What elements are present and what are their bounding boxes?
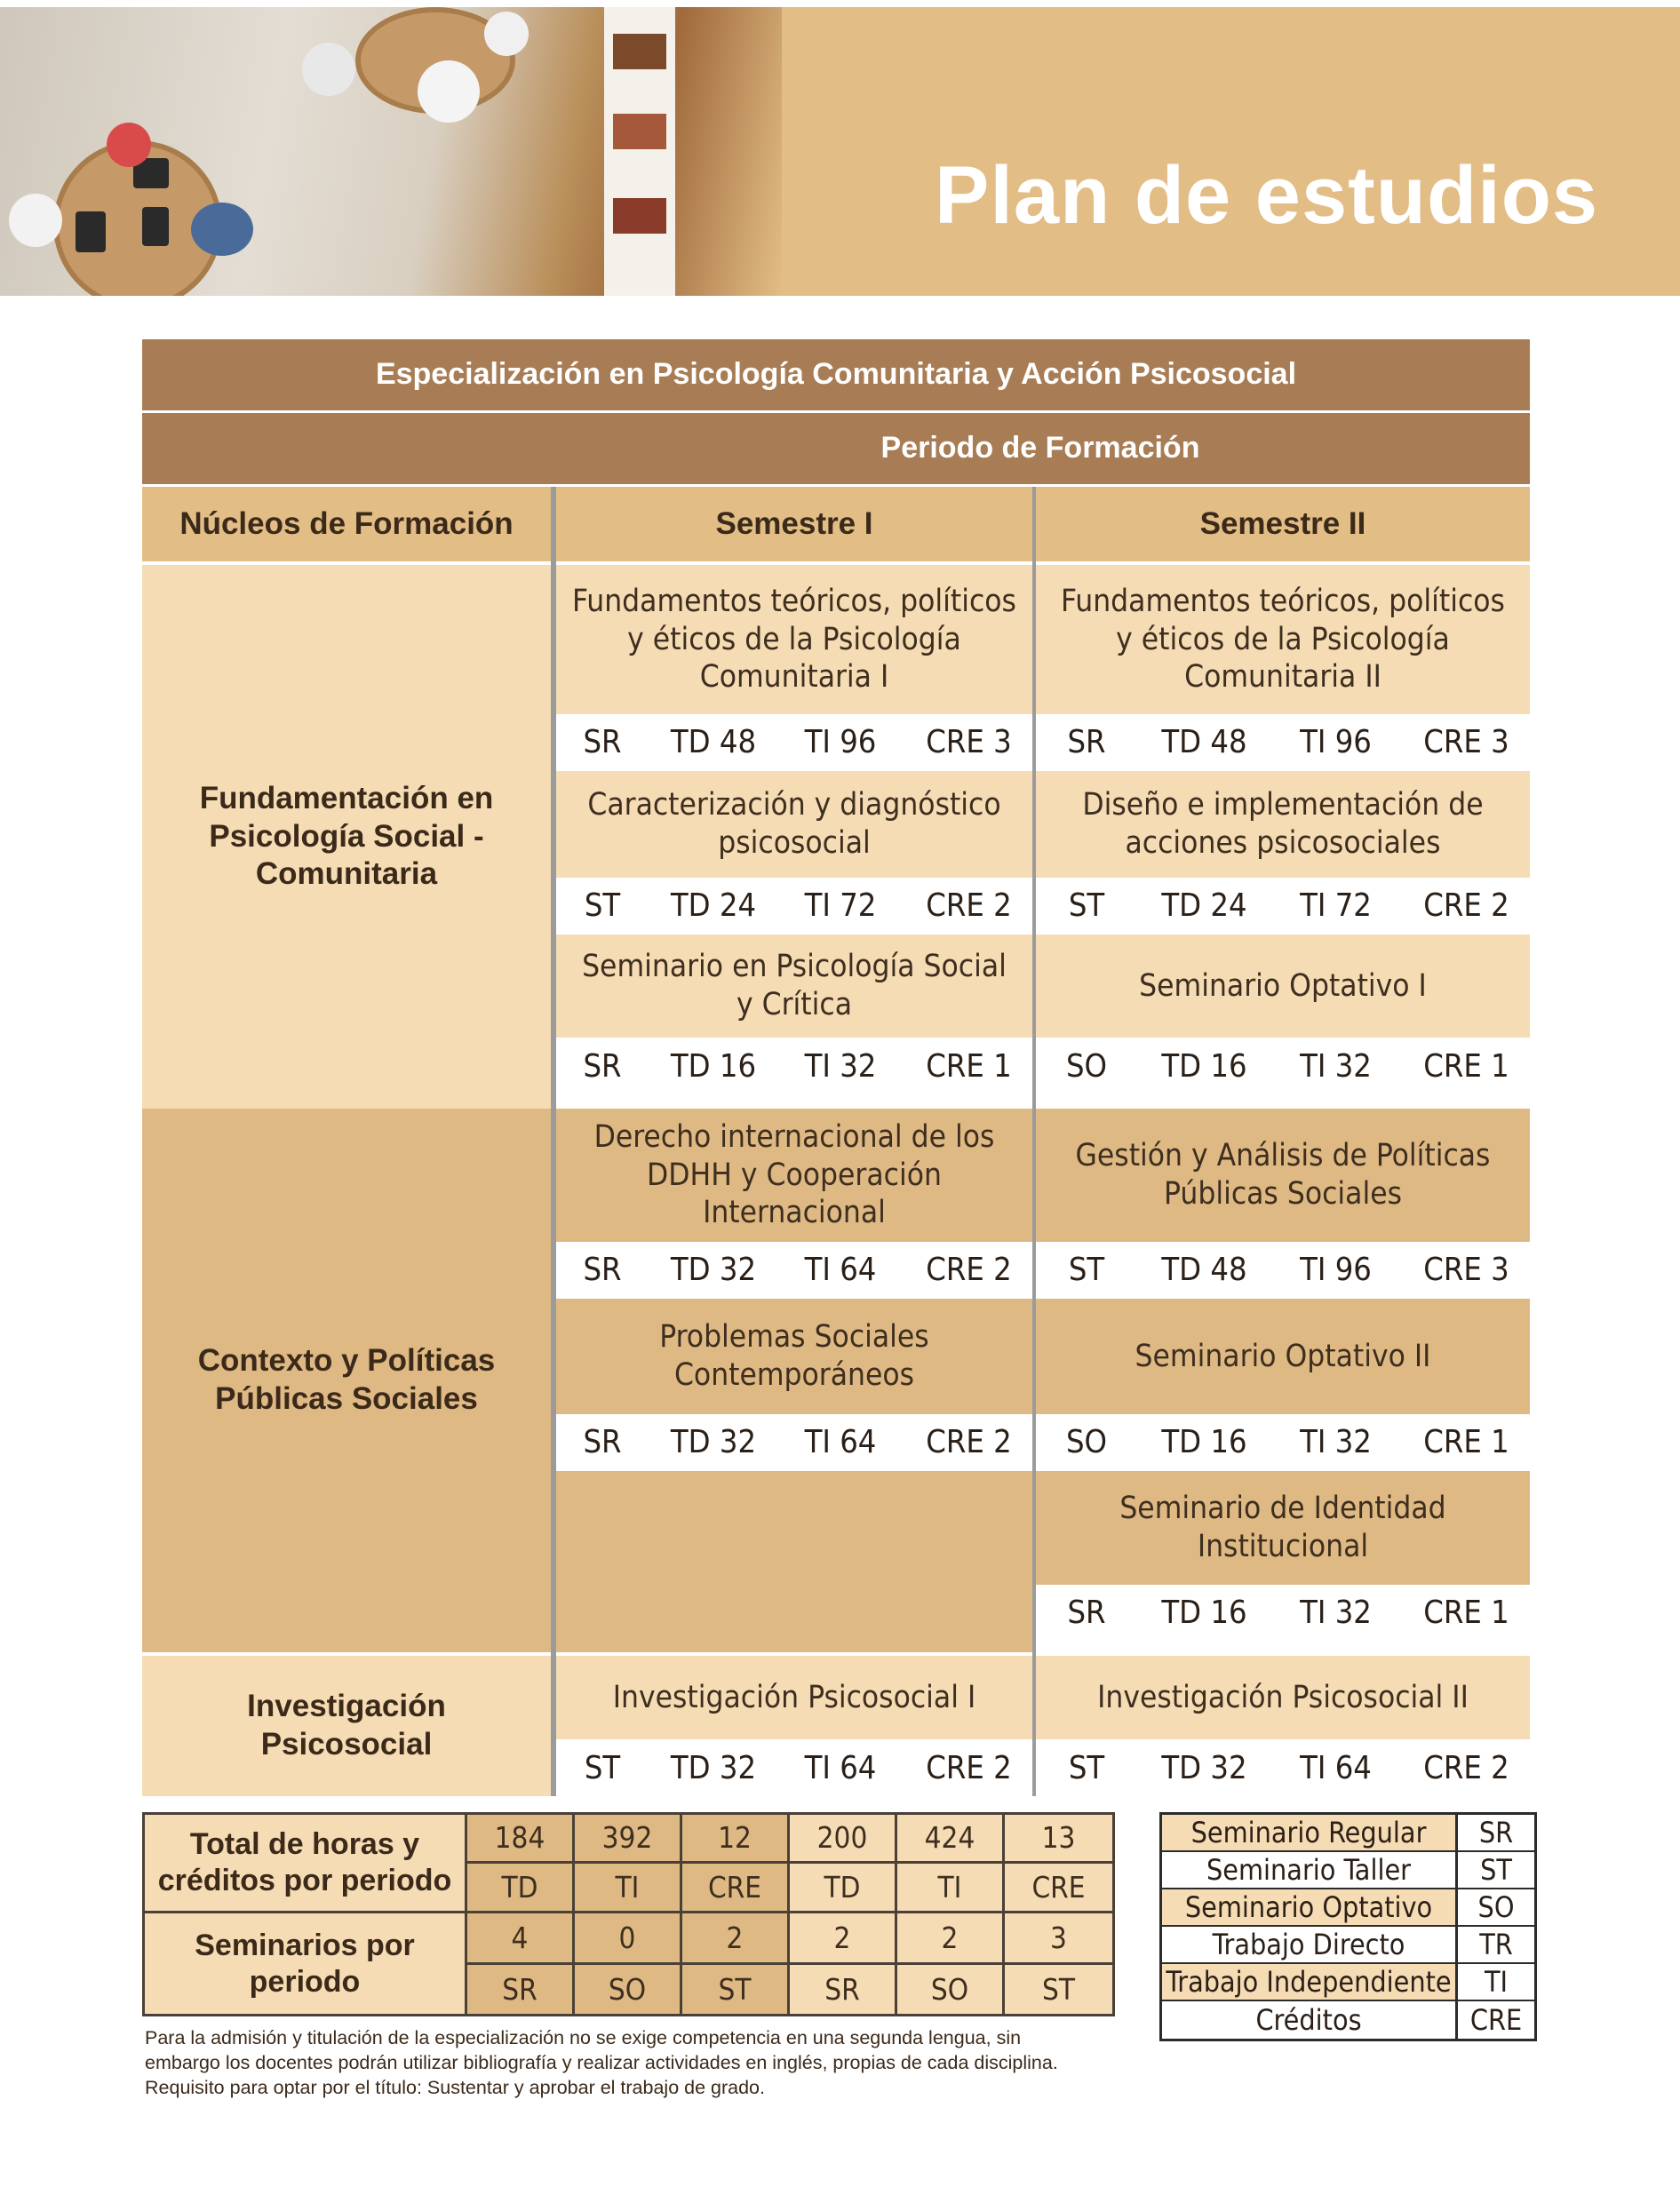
course-s2-7: Investigación Psicosocial II	[1036, 1656, 1530, 1739]
legend-label: Seminario Optativo	[1162, 1889, 1455, 1925]
stat-td: TD 32	[651, 1244, 776, 1297]
footnote	[145, 2025, 1158, 2100]
stat-type: SR	[556, 716, 649, 769]
unit-so: SO	[575, 1965, 680, 2014]
stat-td: TD 16	[651, 1039, 776, 1094]
photo-books-3	[613, 198, 666, 234]
legend-label: Créditos	[1162, 2001, 1455, 2039]
stat-ti: TI 72	[1271, 879, 1400, 933]
legend-code: ST	[1458, 1852, 1534, 1888]
stat-td: TD 16	[1140, 1039, 1269, 1094]
legend-code: CRE	[1458, 2001, 1534, 2039]
photo-person-6	[484, 12, 529, 56]
unit-st: ST	[1005, 1965, 1112, 2014]
stat-ti: TI 96	[778, 716, 903, 769]
course-s2-5: Seminario Optativo II	[1036, 1299, 1530, 1414]
nucleo-investigacion: Investigación Psicosocial	[142, 1656, 551, 1796]
course-s2-1: Fundamentos teóricos, políticos y éticos de la Psicología Comunitaria II	[1036, 565, 1530, 714]
legend-table	[1159, 1812, 1537, 2041]
col-header-sem1: Semestre I	[556, 487, 1032, 561]
stat-type: ST	[1036, 1741, 1137, 1796]
seminars-s2-st: 3	[1005, 1913, 1112, 1962]
stat-cre: CRE 2	[905, 1244, 1032, 1297]
header-photo	[0, 7, 782, 296]
stat-ti: TI 64	[778, 1741, 903, 1796]
photo-books-2	[613, 114, 666, 149]
total-s1-td: 184	[467, 1815, 572, 1861]
unit-cre: CRE	[1005, 1864, 1112, 1911]
plan-table	[142, 339, 1530, 1796]
stat-type: ST	[556, 1741, 649, 1796]
stat-td: TD 48	[651, 716, 776, 769]
nucleo-fundamentacion: Fundamentación en Psicología Social - Comunitaria	[142, 565, 551, 1109]
stat-cre: CRE 2	[905, 1416, 1032, 1469]
seminars-s1-sr: 4	[467, 1913, 572, 1962]
seminars-s2-sr: 2	[790, 1913, 895, 1962]
seminars-label: Seminarios por periodo	[145, 1913, 465, 2014]
seminars-s2-so: 2	[897, 1913, 1002, 1962]
course-s2-4: Gestión y Análisis de Políticas Públicas Sociales	[1036, 1109, 1530, 1242]
legend-code: SR	[1458, 1815, 1534, 1850]
total-s2-td: 200	[790, 1815, 895, 1861]
course-s2-6: Seminario de Identidad Institucional	[1036, 1471, 1530, 1585]
unit-ti: TI	[897, 1864, 1002, 1911]
stat-td: TD 48	[1140, 716, 1269, 769]
stat-td: TD 48	[1140, 1244, 1269, 1297]
stat-type: SR	[556, 1244, 649, 1297]
unit-cre: CRE	[682, 1864, 787, 1911]
stat-type: ST	[1036, 879, 1137, 933]
footnote-line: Requisito para optar por el título: Sustentar y aprobar el trabajo de grado.	[145, 2077, 765, 2098]
legend-label: Trabajo Directo	[1162, 1927, 1455, 1962]
stat-cre: CRE 1	[1403, 1416, 1530, 1469]
nucleo-contexto: Contexto y Políticas Públicas Sociales	[142, 1109, 551, 1652]
stat-type: SO	[1036, 1039, 1137, 1094]
photo-person-3	[191, 203, 253, 256]
stat-cre: CRE 2	[905, 1741, 1032, 1796]
stat-ti: TI 32	[778, 1039, 903, 1094]
course-s1-2: Caracterización y diagnóstico psicosocial	[556, 771, 1032, 878]
footnote-line: Para la admisión y titulación de la especialización no se exige competencia en una segunda lengua, sin	[145, 2027, 1022, 2048]
stat-type: SR	[1036, 1587, 1137, 1640]
stat-td: TD 24	[1140, 879, 1269, 933]
course-s2-2: Diseño e implementación de acciones psicosociales	[1036, 771, 1530, 878]
photo-person-1	[107, 123, 151, 167]
stat-td: TD 32	[651, 1741, 776, 1796]
legend-label: Seminario Regular	[1162, 1815, 1455, 1850]
legend-code: TI	[1458, 1964, 1534, 2000]
unit-sr: SR	[467, 1965, 572, 2014]
photo-books-1	[613, 34, 666, 69]
photo-person-4	[302, 43, 355, 96]
stat-ti: TI 64	[778, 1244, 903, 1297]
totals-table	[142, 1812, 1115, 2016]
stat-cre: CRE 3	[1403, 716, 1530, 769]
page-title: Plan de estudios	[935, 150, 1599, 241]
unit-st: ST	[682, 1965, 787, 2014]
stat-type: SR	[556, 1039, 649, 1094]
stat-cre: CRE 1	[1403, 1039, 1530, 1094]
course-s1-4: Derecho internacional de los DDHH y Cooperación Internacional	[556, 1109, 1032, 1242]
stat-type: SO	[1036, 1416, 1137, 1469]
column-divider	[1032, 487, 1036, 1796]
stat-type: SR	[1036, 716, 1137, 769]
stat-ti: TI 64	[778, 1416, 903, 1469]
stat-cre: CRE 3	[1403, 1244, 1530, 1297]
stat-cre: CRE 3	[905, 716, 1032, 769]
stat-cre: CRE 2	[905, 879, 1032, 933]
total-s1-ti: 392	[575, 1815, 680, 1861]
course-s1-5: Problemas Sociales Contemporáneos	[556, 1299, 1032, 1414]
course-s1-6: Investigación Psicosocial I	[556, 1656, 1032, 1739]
stat-ti: TI 72	[778, 879, 903, 933]
unit-ti: TI	[575, 1864, 680, 1911]
footnote-line: embargo los docentes podrán utilizar bibliografía y realizar actividades en inglés, propias de cada disciplina.	[145, 2052, 1058, 2073]
total-hours-label: Total de horas y créditos por periodo	[145, 1815, 465, 1911]
photo-person-2	[9, 194, 62, 247]
stat-ti: TI 32	[1271, 1587, 1400, 1640]
col-header-nucleos: Núcleos de Formación	[142, 487, 551, 561]
stat-cre: CRE 2	[1403, 1741, 1530, 1796]
seminars-s1-so: 0	[575, 1913, 680, 1962]
course-s1-1: Fundamentos teóricos, políticos y éticos de la Psicología Comunitaria I	[556, 565, 1032, 714]
stat-cre: CRE 1	[1403, 1587, 1530, 1640]
photo-person-5	[418, 60, 480, 123]
legend-code: TR	[1458, 1927, 1534, 1962]
course-s1-3: Seminario en Psicología Social y Crítica	[556, 935, 1032, 1038]
stat-td: TD 32	[1140, 1741, 1269, 1796]
legend-code: SO	[1458, 1889, 1534, 1925]
period-title: Periodo de Formación	[142, 413, 1530, 484]
stat-type: ST	[1036, 1244, 1137, 1297]
stat-type: SR	[556, 1416, 649, 1469]
col-header-sem2: Semestre II	[1036, 487, 1530, 561]
stat-ti: TI 96	[1271, 1244, 1400, 1297]
total-s1-cre: 12	[682, 1815, 787, 1861]
unit-td: TD	[467, 1864, 572, 1911]
empty-cell	[556, 1471, 1032, 1652]
stat-td: TD 32	[651, 1416, 776, 1469]
total-s2-cre: 13	[1005, 1815, 1112, 1861]
unit-sr: SR	[790, 1965, 895, 2014]
column-divider	[551, 487, 556, 1796]
course-s2-3: Seminario Optativo I	[1036, 935, 1530, 1038]
photo-laptop-3	[142, 207, 169, 246]
legend-label: Seminario Taller	[1162, 1852, 1455, 1888]
photo-laptop-1	[76, 211, 106, 252]
program-title: Especialización en Psicología Comunitaria y Acción Psicosocial	[142, 339, 1530, 410]
stat-td: TD 16	[1140, 1416, 1269, 1469]
stat-ti: TI 32	[1271, 1416, 1400, 1469]
unit-td: TD	[790, 1864, 895, 1911]
stat-cre: CRE 1	[905, 1039, 1032, 1094]
total-s2-ti: 424	[897, 1815, 1002, 1861]
seminars-s1-st: 2	[682, 1913, 787, 1962]
legend-label: Trabajo Independiente	[1162, 1964, 1455, 2000]
stat-td: TD 16	[1140, 1587, 1269, 1640]
stat-cre: CRE 2	[1403, 879, 1530, 933]
stat-type: ST	[556, 879, 649, 933]
stat-ti: TI 96	[1271, 716, 1400, 769]
stat-ti: TI 32	[1271, 1039, 1400, 1094]
stat-td: TD 24	[651, 879, 776, 933]
stat-ti: TI 64	[1271, 1741, 1400, 1796]
page-header	[0, 7, 1680, 296]
unit-so: SO	[897, 1965, 1002, 2014]
